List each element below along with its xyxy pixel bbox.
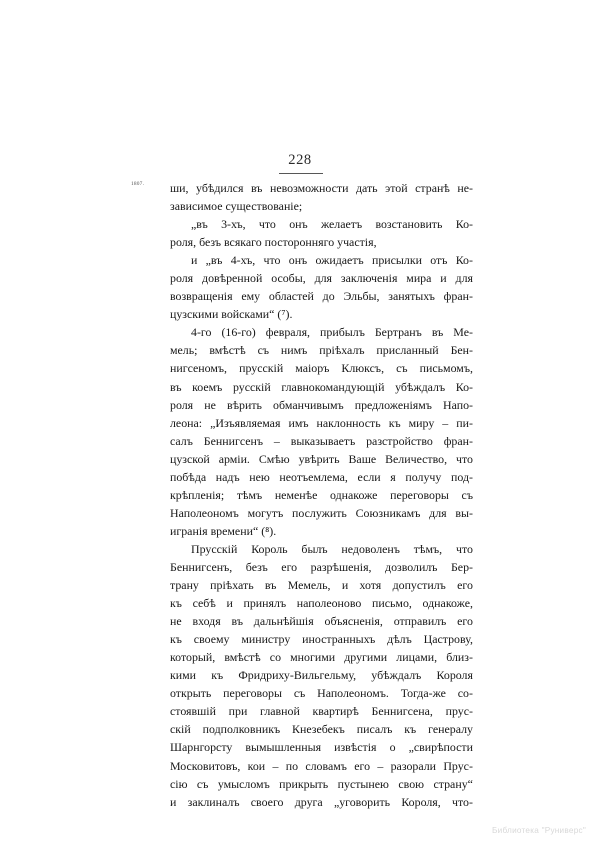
paragraph (170, 540, 473, 811)
text-line: цузской арміи. Смѣю увѣрить Ваше Величество, что (170, 451, 473, 466)
text-line: трану пріѣхать въ Мемель, и хотя допустилъ его (170, 578, 473, 593)
paragraph (170, 179, 473, 215)
library-watermark: Библиотека "Руниверс" (492, 826, 586, 835)
text-line: Московитовъ, кои – по словамъ его – разорали Прус- (170, 758, 473, 773)
text-line: леона: „Изъявляемая имъ наклонность къ миру – пи- (170, 415, 473, 430)
text-line: въ коемъ русскій главнокомандующій убѣждалъ Ко- (170, 379, 473, 394)
paragraph (170, 215, 473, 251)
text-line: зависимое существованіе; (170, 199, 303, 214)
text-line: Шарнгорсту вымышленныя извѣстія о „свирѣпости (170, 740, 473, 755)
text-line: не входя въ дальнѣйшія объясненія, отправилъ его (170, 614, 473, 629)
text-line: роля, безъ всякаго посторонняго участія, (170, 235, 377, 250)
text-line: 4-го (16-го) февраля, прибылъ Бертранъ въ Ме- (191, 325, 473, 340)
text-line: который, вмѣстѣ со многими другими лицами, близ- (170, 650, 473, 665)
text-line: возвращенія ему областей до Эльбы, занятыхъ фран- (170, 289, 473, 304)
text-line: салъ Беннигсенъ – выказываетъ разстройство фран- (170, 433, 473, 448)
text-line: мель; вмѣстѣ съ нимъ пріѣхалъ присланный Бен- (170, 343, 473, 358)
text-line: цузскими войсками“ (⁷). (170, 307, 293, 322)
text-line: открыть переговоры съ Наполеономъ. Тогда-же со- (170, 686, 473, 701)
header-rule (279, 173, 323, 174)
text-line: ши, убѣдился въ невозможности дать этой странѣ не- (170, 181, 473, 195)
text-line: крѣпленія; тѣмъ неменѣе однакоже переговоры съ (170, 487, 473, 502)
text-line: игранія времени“ (⁸). (170, 523, 277, 538)
body-text-block (170, 179, 473, 811)
paragraph (170, 323, 473, 540)
page-number: 228 (288, 152, 312, 168)
text-line: скій подполковникъ Кнезебекъ писалъ къ генералу (170, 722, 473, 737)
text-line: кими къ Фридриху-Вильгельму, убѣждалъ Короля (170, 668, 473, 683)
text-line: роля довѣренной особы, для заключенія мира и для (170, 271, 473, 286)
text-line: къ себѣ и принялъ наполеоново письмо, однакоже, (170, 596, 473, 611)
text-line: „въ 3-хъ, что онъ желаетъ возстановить Ко- (191, 217, 473, 232)
text-line: и заклиналъ своего друга „уговорить Короля, что- (170, 794, 473, 809)
text-line: сію съ умысломъ прикрыть пустынею свою страну“ (170, 776, 473, 791)
text-line: къ своему министру иностранныхъ дѣлъ Цастрову, (170, 632, 473, 647)
text-line: и „въ 4-хъ, что онъ ожидаетъ присылки отъ Ко- (191, 253, 473, 268)
text-line: побѣда надъ нею неотъемлема, если я получу под- (170, 469, 473, 484)
paragraph (170, 251, 473, 323)
text-line: Беннигсенъ, безъ его разрѣшенія, дозволилъ Бер- (170, 559, 473, 574)
text-line: стоявшій при главной квартирѣ Беннигсена, прус- (170, 704, 473, 719)
text-line: Наполеономъ могутъ послужить Союзникамъ для вы- (170, 505, 473, 520)
margin-year-note: 1807. (131, 181, 145, 187)
text-line: Прусскій Король былъ недоволенъ тѣмъ, что (191, 541, 473, 556)
text-line: роля не вѣрить обманчивымъ предложеніямъ Напо- (170, 397, 473, 412)
text-line: нигсеномъ, прусскій маіоръ Клюксъ, съ письмомъ, (170, 361, 473, 376)
